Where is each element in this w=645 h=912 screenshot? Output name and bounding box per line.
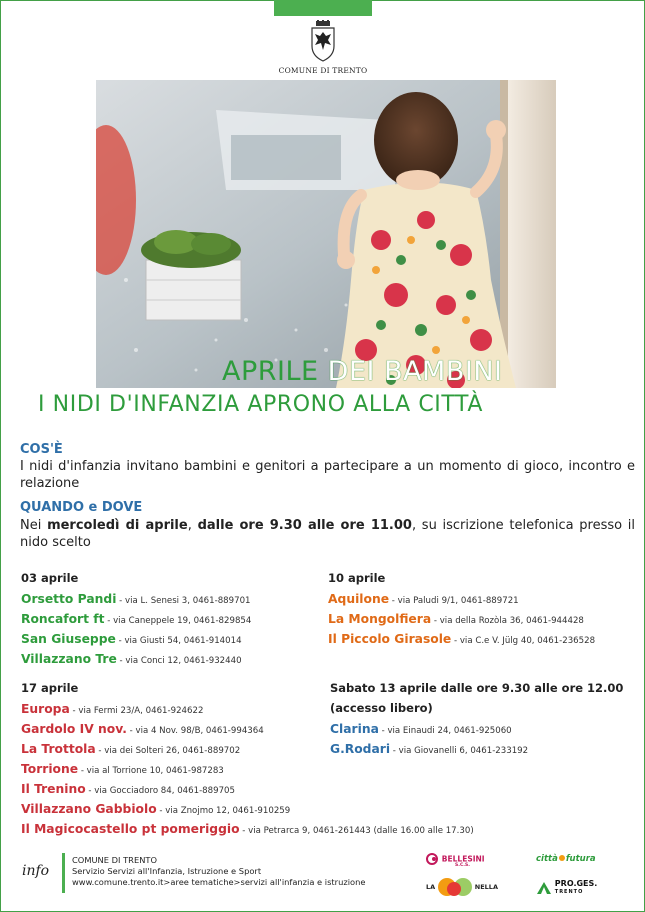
- nido-address: via Fermi 23/A, 0461-924622: [78, 706, 204, 716]
- schedule-apr10: [328, 568, 595, 648]
- proges-logo: [536, 880, 597, 896]
- nido-sep: -: [390, 746, 399, 756]
- headline-primary: [222, 356, 503, 387]
- nido-sep: -: [115, 636, 125, 646]
- headline-word-bambini: DEI BAMBINI: [327, 356, 503, 387]
- organization-name: COMUNE DI TRENTO: [278, 66, 368, 75]
- schedule-apr13: [330, 678, 623, 758]
- nido-name: Il Trenino: [21, 782, 86, 796]
- nido-address: via Giusti 54, 0461-914014: [124, 636, 242, 646]
- list-item: [328, 608, 595, 628]
- nido-address: via Einaudi 24, 0461-925060: [387, 726, 512, 736]
- date-heading: 10 aprile: [328, 571, 386, 585]
- nido-address: via 4 Nov. 98/B, 0461-994364: [135, 726, 264, 736]
- date-heading: Sabato 13 aprile dalle ore 9.30 alle ore 12.00: [330, 681, 624, 695]
- list-item: [330, 718, 623, 738]
- lacoccinella-part1: LA: [426, 883, 436, 891]
- nido-name: Il Magicocastello pt pomeriggio: [21, 822, 240, 836]
- section-title-cos-e: COS'È: [20, 442, 63, 457]
- nido-address: via al Torrione 10, 0461-987283: [86, 766, 224, 776]
- quando-days: mercoledì di aprile: [47, 518, 188, 533]
- nido-address: via dei Solteri 26, 0461-889702: [104, 746, 241, 756]
- lacoccinella-part2: NELLA: [474, 883, 498, 891]
- nido-sep: -: [239, 826, 249, 836]
- nido-sep: -: [85, 786, 95, 796]
- nido-sep: -: [116, 656, 126, 666]
- nido-sep: -: [389, 596, 398, 606]
- bellesini-label: BELLESINI: [441, 854, 485, 864]
- quando-text-3: , su iscrizione telefonica presso il nido scelto: [20, 518, 636, 550]
- coat-of-arms-icon: [310, 20, 336, 62]
- nido-name: Villazzano Tre: [21, 652, 117, 666]
- hero-photo: [96, 80, 556, 388]
- footer-service: Servizio Servizi all'Infanzia, Istruzione e Sport: [72, 866, 262, 876]
- nido-name: San Giuseppe: [21, 632, 116, 646]
- nido-address: via Caneppele 19, 0461-829854: [113, 616, 252, 626]
- nido-address: via Giovanelli 6, 0461-233192: [398, 746, 529, 756]
- nido-name: La Mongolfiera: [328, 612, 432, 626]
- proges-icon: [536, 881, 552, 895]
- cittafutura-part1: città: [536, 854, 558, 864]
- footer-org: COMUNE DI TRENTO: [72, 855, 157, 865]
- nido-address: via Gocciadoro 84, 0461-889705: [94, 786, 235, 796]
- nido-address: via Conci 12, 0461-932440: [125, 656, 242, 666]
- nido-sep: -: [78, 766, 87, 776]
- list-item: [328, 628, 595, 648]
- nido-address: via L. Senesi 3, 0461-889701: [125, 596, 251, 606]
- nido-name: La Trottola: [21, 742, 96, 756]
- schedule-apr3: [21, 568, 251, 668]
- bellesini-logo: [425, 853, 485, 868]
- nido-address: via della Rozòla 36, 0461-944428: [439, 616, 584, 626]
- nido-address: via Paludi 9/1, 0461-889721: [397, 596, 519, 606]
- ladybug-icon: [438, 876, 472, 898]
- headline-secondary: I NIDI D'INFANZIA APRONO ALLA CITTÀ: [38, 392, 484, 417]
- date-heading: 03 aprile: [21, 571, 79, 585]
- nido-sep: -: [69, 706, 79, 716]
- bellesini-icon: [425, 853, 439, 865]
- nido-address: via Petrarca 9, 0461-261443 (dalle 16.00 alle 17.30): [248, 826, 474, 836]
- nido-name: Clarina: [330, 722, 379, 736]
- footer-url[interactable]: www.comune.trento.it>aree tematiche>servizi all'infanzia e istruzione: [72, 877, 366, 887]
- list-item: [21, 608, 251, 628]
- nido-name: Torrione: [21, 762, 79, 776]
- section-title-quando: QUANDO e DOVE: [20, 500, 143, 515]
- nido-name: Il Piccolo Girasole: [328, 632, 452, 646]
- list-item: [330, 738, 623, 758]
- nido-sep: -: [116, 596, 125, 606]
- footer-contact: [72, 855, 365, 888]
- list-item: [21, 798, 474, 818]
- list-item: [21, 818, 474, 838]
- nido-sep: -: [95, 746, 105, 756]
- nido-sep: -: [451, 636, 460, 646]
- section-text-cos-e: I nidi d'infanzia invitano bambini e genitori a partecipare a un momento di gioco, incontro e relazione: [20, 459, 635, 491]
- top-green-tab: [274, 0, 372, 16]
- footer-divider: [62, 853, 65, 893]
- nido-address: via Znojmo 12, 0461-910259: [165, 806, 291, 816]
- list-item: [21, 628, 251, 648]
- quando-hours: dalle ore 9.30 alle ore 11.00: [197, 518, 412, 533]
- nido-sep: -: [431, 616, 440, 626]
- nido-name: Gardolo IV nov.: [21, 722, 127, 736]
- quando-text-2: ,: [187, 518, 198, 533]
- nido-sep: -: [378, 726, 388, 736]
- proges-sub: TRENTO: [554, 889, 584, 895]
- lacoccinella-logo: [426, 876, 498, 898]
- proges-label: PRO.GES.: [554, 879, 598, 888]
- section-text-quando: [20, 517, 635, 551]
- date-heading: 17 aprile: [21, 681, 79, 695]
- nido-name: Orsetto Pandi: [21, 592, 117, 606]
- nido-sep: -: [126, 726, 136, 736]
- list-item: [21, 758, 474, 778]
- list-item: [21, 588, 251, 608]
- nido-sep: -: [104, 616, 114, 626]
- access-note: (accesso libero): [330, 701, 433, 715]
- nido-name: Roncafort ft: [21, 612, 105, 626]
- nido-name: G.Rodari: [330, 742, 391, 756]
- bellesini-sub: S.C.S.: [455, 863, 470, 868]
- list-item: [21, 778, 474, 798]
- nido-name: Europa: [21, 702, 70, 716]
- headline-word-aprile: APRILE: [222, 356, 328, 387]
- nido-name: Villazzano Gabbiolo: [21, 802, 157, 816]
- cittafutura-part2: futura: [565, 854, 596, 864]
- list-item: [328, 588, 595, 608]
- nido-address: via C.e V. Jülg 40, 0461-236528: [459, 636, 596, 646]
- sun-icon: [559, 855, 565, 861]
- cittafutura-logo: [536, 854, 596, 864]
- nido-name: Aquilone: [328, 592, 390, 606]
- info-label: info: [22, 863, 50, 879]
- list-item: [21, 648, 251, 668]
- nido-sep: -: [156, 806, 166, 816]
- quando-text-1: Nei: [20, 518, 48, 533]
